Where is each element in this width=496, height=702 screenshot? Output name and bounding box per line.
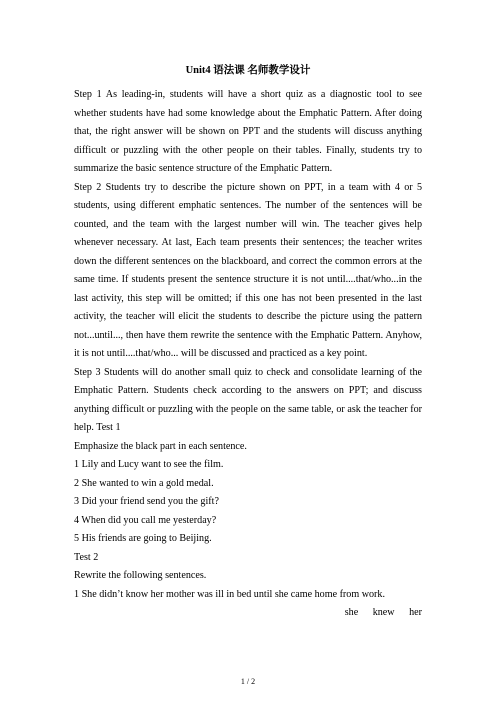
page-number: 1 / 2 xyxy=(240,677,256,686)
test-1-item: 1 Lily and Lucy want to see the film. xyxy=(74,459,224,470)
test-2-item: 1 She didn’t know her mother was ill in bed until she came home from work. xyxy=(74,588,385,600)
test-2-label: Test 2 xyxy=(74,551,99,563)
test-2-answer-line: she knew her xyxy=(344,607,422,618)
step-1-paragraph: Step 1 As leading-in, students will have a short quiz as a diagnostic tool to see whether students have had some knowledge about the Emphatic Pattern. After doing that, the right answer will be shown on PPT and the students will discuss anything difficult or puzzling with the other people on their tables. Finally, students try to summarize the basic sentence structure of the Emphatic Pattern. xyxy=(74,89,422,174)
test-1-item: 4 When did you call me yesterday? xyxy=(74,514,217,526)
test-1-item: 2 She wanted to win a gold medal. xyxy=(74,477,214,489)
document-title: Unit4 语法课 名师教学设计 xyxy=(185,65,311,76)
test-1-item: 5 His friends are going to Beijing. xyxy=(74,533,212,544)
test-1-instruction: Emphasize the black part in each sentence. xyxy=(74,440,247,452)
test-2-instruction: Rewrite the following sentences. xyxy=(74,570,207,581)
step-3-paragraph: Step 3 Students will do another small quiz to check and consolidate learning of the Emphatic Pattern. Students check according to the answers on PPT; and discuss anything difficult or puzzling with the people on the same table, or ask the teacher for help. Test 1 xyxy=(74,366,422,433)
test-1-item: 3 Did your friend send you the gift? xyxy=(74,496,219,507)
step-2-paragraph: Step 2 Students try to describe the picture shown on PPT, in a team with 4 or 5 students, using different emphatic sentences. The number of the sentences will be counted, and the team with the largest number will win. The teacher gives help whenever necessary. At last, Each team presents their sentences; the teacher writes down the different sentences on the blackboard, and correct the common errors at the same time. If students present the sentence structure it is not until....that/who...in the last activity, this step will be omitted; if this one has not been presented in the last activity, the teacher will elicit the students to describe the picture using the pattern not...until..., then have them rewrite the sentence with the Emphatic Pattern. Anyhow, it is not until....that/who... will be discussed and practiced as a key point. xyxy=(74,181,422,359)
document-body xyxy=(74,86,422,623)
